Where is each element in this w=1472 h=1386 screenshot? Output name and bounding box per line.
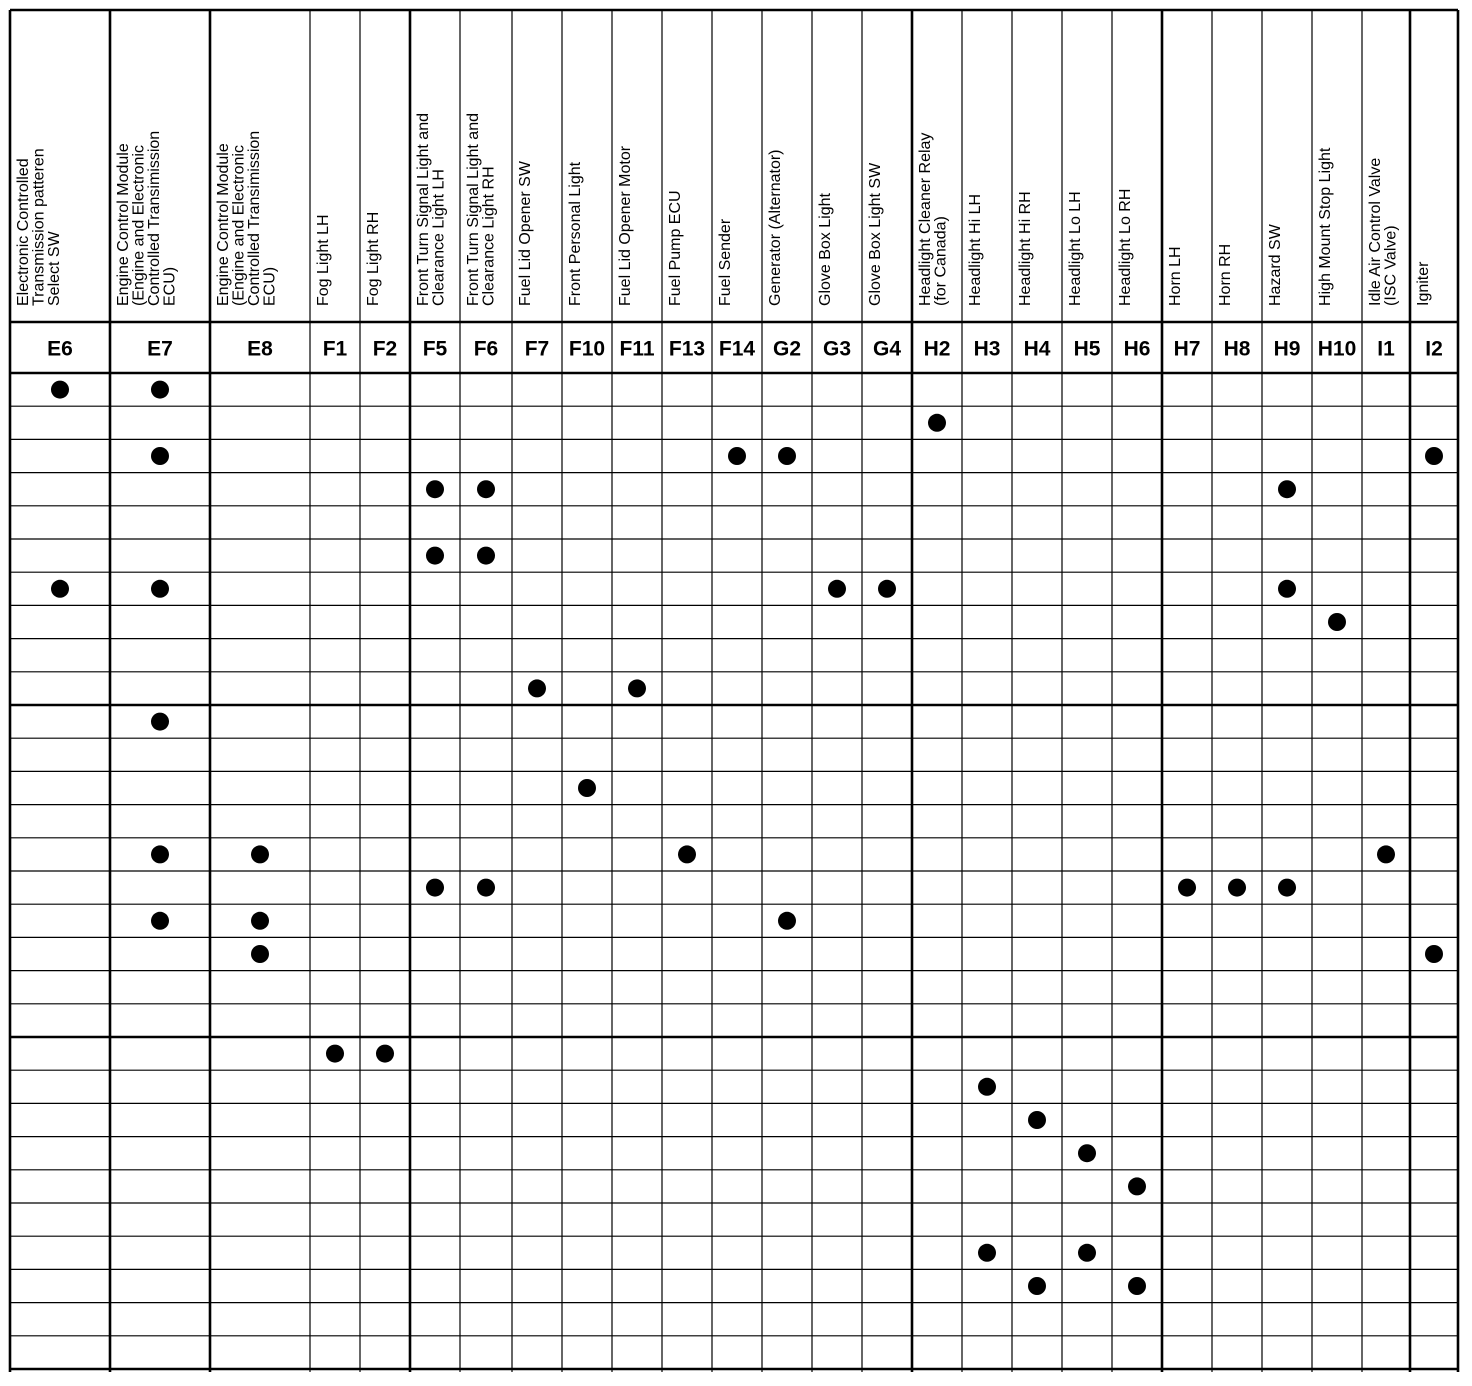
column-label-line: Engine Control Module bbox=[115, 143, 132, 306]
connection-dot bbox=[151, 580, 169, 598]
column-label bbox=[15, 158, 32, 306]
column-label-line: Fog Light LH bbox=[315, 214, 332, 306]
connection-dot bbox=[326, 1045, 344, 1063]
column-label-line: Idle Air Control Valve bbox=[1367, 157, 1384, 306]
column-label-line: Engine Control Module bbox=[215, 143, 232, 306]
connector-code: H7 bbox=[1173, 337, 1201, 361]
connection-dot bbox=[477, 547, 495, 565]
column-label bbox=[131, 145, 148, 306]
connector-code: I2 bbox=[1425, 337, 1443, 361]
connection-dot bbox=[151, 447, 169, 465]
connector-code: H9 bbox=[1273, 337, 1301, 361]
column-label-line: High Mount Stop Light bbox=[1317, 147, 1334, 306]
column-label bbox=[115, 143, 132, 306]
connector-code: F10 bbox=[568, 337, 606, 361]
column-label-line: (Engine and Electronic bbox=[230, 145, 248, 306]
connection-dot bbox=[878, 580, 896, 598]
connector-code: F13 bbox=[668, 337, 706, 361]
connection-dot bbox=[1278, 480, 1296, 498]
connector-code: H3 bbox=[973, 337, 1001, 361]
column-label-line: Fuel Sender bbox=[717, 218, 734, 306]
column-label bbox=[917, 133, 934, 306]
connector-code: H8 bbox=[1223, 337, 1251, 361]
connection-dot bbox=[477, 480, 495, 498]
column-label bbox=[567, 161, 584, 306]
column-label-line: Controlled Transimission bbox=[246, 130, 263, 306]
column-label bbox=[31, 148, 48, 306]
connection-dot bbox=[1425, 447, 1443, 465]
column-label bbox=[717, 218, 734, 306]
column-label bbox=[215, 143, 232, 306]
connection-dot bbox=[251, 845, 269, 863]
connector-code: E8 bbox=[247, 337, 273, 361]
column-label bbox=[1167, 246, 1184, 306]
column-label bbox=[246, 131, 263, 306]
column-label-line: Front Turn Signal Light and bbox=[465, 112, 482, 306]
connection-dot bbox=[928, 414, 946, 432]
connection-dot bbox=[1078, 1244, 1096, 1262]
column-label-line: Front Turn Signal Light and bbox=[415, 112, 432, 306]
connection-dot bbox=[477, 879, 495, 897]
column-label bbox=[1017, 191, 1034, 306]
column-label bbox=[315, 214, 332, 306]
connector-code: F5 bbox=[422, 337, 448, 361]
column-label bbox=[46, 230, 63, 306]
column-label bbox=[1317, 147, 1334, 306]
connection-dot bbox=[251, 912, 269, 930]
connector-code: H6 bbox=[1123, 337, 1151, 361]
column-label-line: Igniter bbox=[1415, 261, 1432, 306]
connection-dot bbox=[778, 447, 796, 465]
column-label-line: Controlled Transimission bbox=[146, 130, 163, 306]
column-label-line: Transmission patteren bbox=[30, 148, 48, 306]
connection-dot bbox=[151, 713, 169, 731]
column-label bbox=[262, 267, 279, 306]
connection-dot bbox=[778, 912, 796, 930]
column-label bbox=[162, 267, 179, 306]
column-label-line: ECU) bbox=[261, 266, 279, 306]
column-label-line: (for Canada) bbox=[932, 216, 950, 306]
column-label bbox=[1067, 191, 1084, 306]
column-label bbox=[767, 149, 784, 306]
column-label bbox=[967, 194, 984, 306]
connector-code: H2 bbox=[923, 337, 951, 361]
connection-dot bbox=[151, 912, 169, 930]
connector-code: G2 bbox=[772, 337, 802, 361]
column-label bbox=[365, 212, 382, 306]
column-label bbox=[415, 113, 432, 306]
connection-dot bbox=[426, 480, 444, 498]
connection-dot bbox=[426, 547, 444, 565]
column-label-line: ECU) bbox=[161, 266, 179, 306]
connector-code: F2 bbox=[372, 337, 398, 361]
connection-dot bbox=[1178, 879, 1196, 897]
connector-code: H5 bbox=[1073, 337, 1101, 361]
column-label bbox=[817, 192, 834, 306]
column-label-line: Horn LH bbox=[1167, 246, 1184, 306]
connector-code: G3 bbox=[822, 337, 852, 361]
connection-dot bbox=[678, 845, 696, 863]
column-label-line: Fuel Lid Opener SW bbox=[517, 161, 534, 306]
connector-code: F7 bbox=[524, 337, 550, 361]
column-label-line: (Engine and Electronic bbox=[130, 145, 148, 306]
column-label bbox=[867, 162, 884, 306]
connector-code: H10 bbox=[1317, 337, 1357, 361]
connection-dot bbox=[51, 381, 69, 399]
connector-codes bbox=[47, 338, 1443, 361]
connection-dot bbox=[151, 381, 169, 399]
connector-code: E6 bbox=[47, 337, 73, 361]
column-label-line: Headlight Cleaner Relay bbox=[917, 132, 934, 306]
connection-dot bbox=[426, 879, 444, 897]
column-label-line: Hazard SW bbox=[1267, 224, 1284, 306]
column-label bbox=[1117, 189, 1134, 306]
column-label-line: Glove Box Light SW bbox=[867, 162, 884, 306]
connection-dot bbox=[251, 945, 269, 963]
column-label-line: Fuel Lid Opener Motor bbox=[617, 145, 634, 306]
connection-dot bbox=[528, 679, 546, 697]
column-label-line: Front Personal Light bbox=[567, 161, 584, 306]
connection-dot bbox=[728, 447, 746, 465]
column-label bbox=[1217, 244, 1234, 306]
column-label bbox=[146, 131, 163, 306]
connection-dot bbox=[1228, 879, 1246, 897]
column-label-line: Electronic Controlled bbox=[15, 158, 32, 306]
connection-dot bbox=[1278, 580, 1296, 598]
column-label-line: (ISC Valve) bbox=[1382, 225, 1400, 306]
column-label bbox=[933, 216, 950, 306]
column-label bbox=[1367, 158, 1384, 306]
connector-code: H4 bbox=[1023, 337, 1051, 361]
connection-dot bbox=[978, 1244, 996, 1262]
column-label bbox=[231, 145, 248, 306]
column-label bbox=[517, 160, 534, 306]
column-label-line: Glove Box Light bbox=[817, 193, 834, 306]
column-label-line: Clearance Light RH bbox=[480, 166, 498, 306]
column-label bbox=[617, 145, 634, 306]
connection-dot bbox=[1028, 1277, 1046, 1295]
connection-dot bbox=[828, 580, 846, 598]
column-label-line: Headlight Hi LH bbox=[967, 193, 984, 306]
connection-dot bbox=[1278, 879, 1296, 897]
column-label-line: Headlight Lo LH bbox=[1067, 191, 1084, 306]
column-label-line: Fog Light RH bbox=[365, 211, 382, 306]
connector-code: F6 bbox=[473, 337, 499, 361]
column-label bbox=[481, 166, 498, 306]
connector-code: E7 bbox=[147, 337, 173, 361]
connection-dot bbox=[578, 779, 596, 797]
column-headers bbox=[15, 113, 1432, 306]
connection-dot bbox=[51, 580, 69, 598]
connection-dot bbox=[1128, 1277, 1146, 1295]
connector-code: F11 bbox=[619, 337, 655, 361]
connection-dot bbox=[978, 1078, 996, 1096]
connection-dot bbox=[1425, 945, 1443, 963]
connector-code: F1 bbox=[322, 337, 348, 361]
connector-code: I1 bbox=[1377, 337, 1395, 361]
column-label bbox=[465, 113, 482, 306]
column-label-line: Select SW bbox=[46, 231, 63, 306]
column-label bbox=[1267, 223, 1284, 306]
connection-dot bbox=[628, 679, 646, 697]
column-label-line: Fuel Pump ECU bbox=[667, 190, 684, 306]
connection-dot bbox=[376, 1045, 394, 1063]
connection-dot bbox=[1377, 845, 1395, 863]
column-label bbox=[1383, 225, 1400, 306]
connector-code: F14 bbox=[718, 337, 756, 361]
column-label-line: Clearance Light LH bbox=[430, 169, 448, 306]
column-label-line: Generator (Alternator) bbox=[767, 149, 784, 306]
column-label bbox=[431, 169, 448, 306]
column-label-line: Headlight Hi RH bbox=[1017, 191, 1034, 306]
column-label bbox=[1415, 261, 1432, 306]
connection-dot bbox=[1328, 613, 1346, 631]
connection-dot bbox=[1028, 1111, 1046, 1129]
connection-dot bbox=[1078, 1144, 1096, 1162]
connector-code: G4 bbox=[872, 337, 902, 361]
column-label bbox=[667, 190, 684, 306]
connection-dot bbox=[151, 845, 169, 863]
column-label-line: Horn RH bbox=[1217, 243, 1234, 306]
column-label-line: Headlight Lo RH bbox=[1117, 188, 1134, 306]
connection-dot bbox=[1128, 1177, 1146, 1195]
